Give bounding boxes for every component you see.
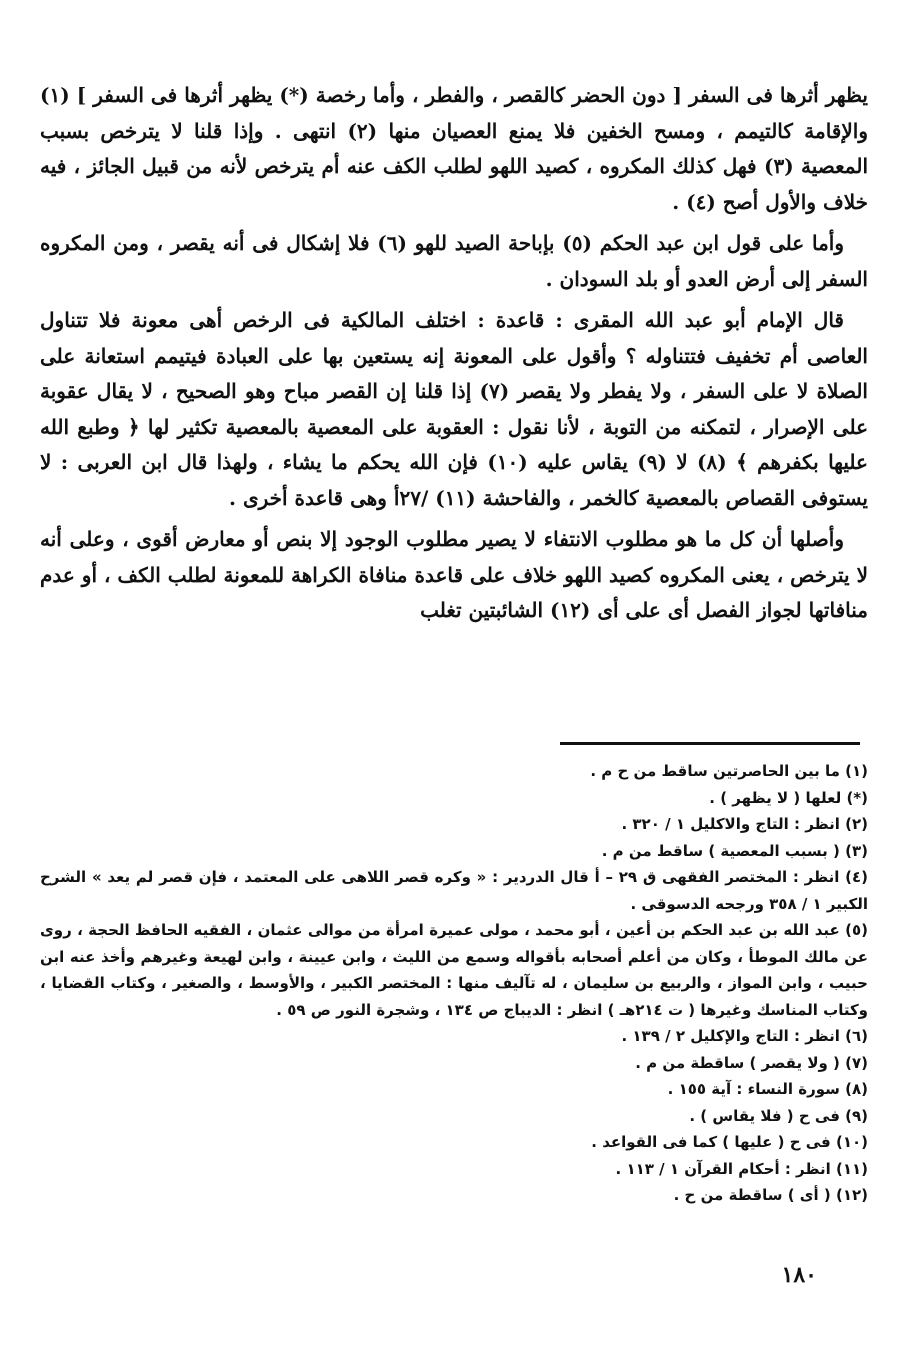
footnote: (٩) فى ح ( فلا يقاس ) . [689, 1106, 868, 1125]
body-paragraph: قال الإمام أبو عبد الله المقرى : قاعدة : اختلف المالكية فى الرخص أهى معونة فلا تتناول العاصى أم تخفيف فتتناوله ؟ وأقول على المعونة إنه يستعين بها على العبادة فيتيمم استعانة على الصلاة لا على السفر ، ولا يفطر ولا يقصر (٧) إذا قلنا إن القصر مباح وهو الصحيح ، لا يقال عقوبة على الإصرار ، لتمكنه من التوبة ، لأنا نقول : العقوبة على المعصية بالمعصية تكثير لها ﴿ وطبع الله عليها بكفرهم ﴾ (٨) لا (٩) يقاس عليه (١٠) فإن الله يحكم ما يشاء ، ولهذا قال ابن العربى : لا يستوفى القصاص بالمعصية كالخمر ، والفاحشة (١١) /٢٧أ وهى قاعدة أخرى . [40, 308, 868, 510]
footnote: (٧) ( ولا يقصر ) ساقطة من م . [635, 1053, 868, 1072]
footnote-divider [560, 742, 860, 745]
body-paragraph: يظهر أثرها فى السفر [ دون الحضر كالقصر ، والفطر ، وأما رخصة (*) يظهر أثرها فى السفر ] (١) والإقامة كالتيمم ، ومسح الخفين فلا يمنع العصيان منها (٢) انتهى . وإذا قلنا لا يترخص بسبب المعصية (٣) فهل كذلك المكروه ، كصيد اللهو لطلب الكف عنه أم يترخص لأنه من قبيل الجائز ، فيه خلاف والأول أصح (٤) . [40, 83, 869, 214]
footnote: (٥) عبد الله بن عبد الحكم بن أعين ، أبو محمد ، مولى عميرة امرأة من موالى عثمان ، الفقيه الحافظ الحجة ، روى عن مالك الموطأ ، وكان من أعلم أصحابه بأقواله وسمع من الليث ، وابن عيينة ، وابن لهيعة وغيرهم وأخذ عنه ابن حبيب ، وابن المواز ، والربيع بن سليمان ، له تآليف منها : المختصر الكبير ، والأوسط ، والصغير ، وكتاب القضايا ، وكتاب المناسك وغيرها ( ت ٢١٤هـ ) انظر : الديباج ص ١٣٤ ، وشجرة النور ص ٥٩ . [40, 921, 868, 1019]
footnote: (١٢) ( أى ) ساقطة من ح . [673, 1186, 868, 1204]
footnote: (٢) انظر : التاج والاكليل ١ / ٣٢٠ . [621, 815, 868, 833]
main-text [40, 78, 868, 635]
body-paragraph: وأصلها أن كل ما هو مطلوب الانتفاء لا يصير مطلوب الوجود إلا بنص أو معارض أقوى ، وعلى أنه لا يترخص ، يعنى المكروه كصيد اللهو خلاف على قاعدة منافاة الكراهة للمعونة لطلب الكف ، أو عدم منافاتها لجواز الفصل أى على أى (١٢) الشائبتين تغلب [40, 527, 868, 622]
footnote: (١١) انظر : أحكام القرآن ١ / ١١٣ . [615, 1159, 868, 1178]
footnotes-list [40, 758, 868, 1209]
footnote: (٨) سورة النساء : آية ١٥٥ . [667, 1080, 868, 1098]
footnote: (٤) انظر : المختصر الفقهى ق ٢٩ – أ قال الدردير : « وكره قصر اللاهى على المعتمد ، فإن قصر لم يعد » الشرح الكبير ١ / ٣٥٨ ورجحه الدسوقى . [40, 868, 868, 913]
footnote: (*) لعلها ( لا يظهر ) . [709, 788, 868, 807]
footnote: (١٠) فى ح ( عليها ) كما فى القواعد . [591, 1133, 868, 1151]
footnote: (١) ما بين الحاصرتين ساقط من ح م . [590, 762, 868, 780]
footnote: (٣) ( بسبب المعصية ) ساقط من م . [601, 841, 868, 860]
body-paragraph: وأما على قول ابن عبد الحكم (٥) بإباحة الصيد للهو (٦) فلا إشكال فى أنه يقصر ، ومن المكروه السفر إلى أرض العدو أو بلد السودان . [40, 231, 868, 291]
footnote: (٦) انظر : التاج والإكليل ٢ / ١٣٩ . [621, 1027, 868, 1045]
page-number: ١٨٠ [781, 1262, 817, 1288]
